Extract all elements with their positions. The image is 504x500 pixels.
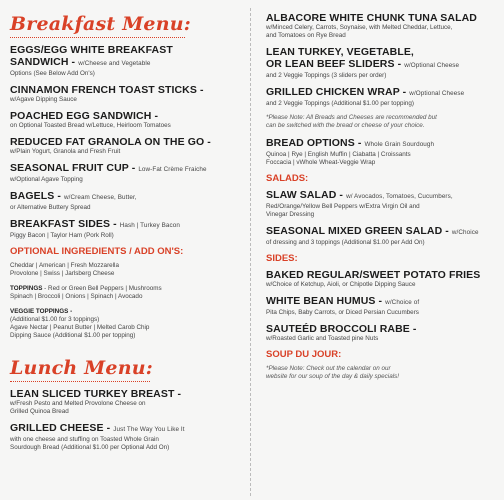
item-description: Options (See Below Add On's) xyxy=(10,70,95,77)
addons-section-title: OPTIONAL INGREDIENTS / ADD ON'S: xyxy=(10,246,184,257)
left-column xyxy=(10,0,245,458)
menu-item-slaw-salad xyxy=(266,189,498,219)
note-text: *Please Note: All Breads and Cheeses are recommended but xyxy=(266,114,437,121)
item-description: Vinegar Dressing xyxy=(266,211,315,218)
breakfast-menu-title: Breakfast Menu: xyxy=(10,13,191,35)
item-description: w/Choice of Ketchup, Aioli, or Chipotle Dipping Sauce xyxy=(266,281,416,288)
lunch-menu-title: Lunch Menu: xyxy=(10,357,153,379)
toppings-list: - Red or Green Bell Peppers | Mushrooms xyxy=(42,285,162,292)
menu-item-bread-options xyxy=(266,137,498,167)
menu-item-fruit-cup xyxy=(10,162,245,184)
item-description: and 2 Veggie Toppings (Additional $1.00 per topping) xyxy=(266,100,414,107)
item-name: OR LEAN BEEF SLIDERS - xyxy=(266,58,402,70)
item-description: w/Minced Celery, Carrots, Soynaise, with Melted Cheddar, Lettuce, xyxy=(266,24,453,31)
item-description: or Alternative Buttery Spread xyxy=(10,204,91,211)
menu-item-granola xyxy=(10,136,245,156)
item-description: w/Cheese and Vegetable xyxy=(78,60,151,67)
lunch-title-rule xyxy=(10,381,150,382)
menu-item-broccoli-rabe xyxy=(266,323,498,343)
menu-item-chicken-wrap xyxy=(266,86,498,108)
veggie-toppings-list: Agave Nectar | Peanut Butter | Melted Carob Chip xyxy=(10,324,150,331)
item-description: Low-Fat Crème Fraiche xyxy=(138,166,207,173)
note-text: website for our soup of the day & daily specials! xyxy=(266,373,400,380)
menu-item-poached-egg xyxy=(10,110,245,130)
veggie-toppings-list: (Additional $1.00 for 3 toppings) xyxy=(10,316,100,323)
item-name: SEASONAL MIXED GREEN SALAD - xyxy=(266,225,449,237)
item-description: Just The Way You Like It xyxy=(113,426,185,433)
item-name: SLAW SALAD - xyxy=(266,189,344,201)
menu-item-turkey-breast xyxy=(10,388,245,416)
item-description: w/Cream Cheese, Butter, xyxy=(64,194,137,201)
item-description: of dressing and 3 toppings (Additional $1.00 per Add On) xyxy=(266,239,425,246)
menu-item-mixed-green-salad xyxy=(266,225,498,247)
cheese-options xyxy=(10,262,245,278)
item-description: and Tomatoes on Rye Bread xyxy=(266,32,346,39)
item-name: WHITE BEAN HUMUS - xyxy=(266,295,383,307)
item-description: Red/Orange/Yellow Bell Peppers w/Extra Virgin Oil and xyxy=(266,203,420,210)
item-name: BAKED REGULAR/SWEET POTATO FRIES xyxy=(266,269,481,281)
item-name: SAUTEÉD BROCCOLI RABE - xyxy=(266,323,417,335)
veggie-toppings-label: VEGGIE TOPPINGS - xyxy=(10,308,73,315)
note-text: *Please Note: Check out the calendar on our xyxy=(266,365,391,372)
item-description: w/Choice xyxy=(451,229,479,236)
menu-item-fries xyxy=(266,269,498,289)
cheese-list: Provolone | Swiss | Jarlsberg Cheese xyxy=(10,270,115,277)
menu-item-bagels xyxy=(10,190,245,212)
right-column xyxy=(266,12,498,388)
cheese-list: Cheddar | American | Fresh Mozzarella xyxy=(10,262,119,269)
item-description: on Optional Toasted Bread w/Lettuce, Heirloom Tomatoes xyxy=(10,122,171,129)
note-text: can be switched with the bread or cheese of your choice. xyxy=(266,122,425,129)
soup-section-title: SOUP DU JOUR: xyxy=(266,349,342,360)
column-divider xyxy=(250,8,251,496)
item-name: SANDWICH - xyxy=(10,56,76,68)
breakfast-title-rule xyxy=(10,37,185,38)
item-name: BAGELS - xyxy=(10,190,61,202)
menu-item-egg-sandwich xyxy=(10,44,245,78)
item-name: POACHED EGG SANDWICH - xyxy=(10,110,159,122)
bread-cheese-note xyxy=(266,114,498,130)
item-description: Pita Chips, Baby Carrots, or Diced Persian Cucumbers xyxy=(266,309,419,316)
item-description: w/ Avocados, Tomatoes, Cucumbers, xyxy=(346,193,453,200)
item-name: ALBACORE WHITE CHUNK TUNA SALAD xyxy=(266,12,477,24)
menu-item-humus xyxy=(266,295,498,317)
veggie-topping-options xyxy=(10,308,245,340)
item-description: Whole Grain Sourdough xyxy=(364,141,435,148)
item-name: CINNAMON FRENCH TOAST STICKS - xyxy=(10,84,204,96)
item-name: LEAN TURKEY, VEGETABLE, xyxy=(266,46,414,58)
soup-note xyxy=(266,365,498,381)
item-name: GRILLED CHEESE - xyxy=(10,422,111,434)
sides-section-title: SIDES: xyxy=(266,253,298,264)
item-name: BREAKFAST SIDES - xyxy=(10,218,117,230)
item-description: w/Optional Cheese xyxy=(409,90,465,97)
item-description: w/Optional Agave Topping xyxy=(10,176,83,183)
item-description: Hash | Turkey Bacon xyxy=(119,222,180,229)
toppings-list: Spinach | Broccoli | Onions | Spinach | Avocado xyxy=(10,293,143,300)
item-description: Piggy Bacon | Taylor Ham (Pork Roll) xyxy=(10,232,114,239)
item-description: with one cheese and stuffing on Toasted Whole Grain xyxy=(10,436,159,443)
item-description: Quinoa | Rye | English Muffin | Ciabatta | Croissants xyxy=(266,151,411,158)
item-description: and 2 Veggie Toppings (3 sliders per order) xyxy=(266,72,387,79)
item-description: w/Choice of xyxy=(385,299,420,306)
item-name: EGGS/EGG WHITE BREAKFAST xyxy=(10,44,173,56)
item-name: GRILLED CHICKEN WRAP - xyxy=(266,86,407,98)
menu-item-french-toast xyxy=(10,84,245,104)
item-description: Grilled Quinoa Bread xyxy=(10,408,69,415)
item-name: BREAD OPTIONS - xyxy=(266,137,362,149)
menu-item-breakfast-sides xyxy=(10,218,245,240)
menu-item-grilled-cheese xyxy=(10,422,245,452)
item-description: Foccacia | vWhole Wheat-Veggie Wrap xyxy=(266,159,376,166)
item-name: LEAN SLICED TURKEY BREAST - xyxy=(10,388,182,400)
toppings-label: TOPPINGS xyxy=(10,285,43,292)
veggie-toppings-list: Dipping Sauce (Additional $1.00 per topping) xyxy=(10,332,136,339)
item-description: w/Plain Yogurt, Granola and Fresh Fruit xyxy=(10,148,121,155)
item-name: REDUCED FAT GRANOLA ON THE GO - xyxy=(10,136,211,148)
item-description: w/Agave Dipping Sauce xyxy=(10,96,77,103)
item-name: SEASONAL FRUIT CUP - xyxy=(10,162,136,174)
item-description: Sourdough Bread (Additional $1.00 per Optional Add On) xyxy=(10,444,170,451)
item-description: w/Fresh Pesto and Melted Provolone Cheese on xyxy=(10,400,146,407)
menu-item-tuna-salad xyxy=(266,12,498,40)
item-description: w/Roasted Garlic and Toasted pine Nuts xyxy=(266,335,379,342)
topping-options xyxy=(10,285,245,301)
item-description: w/Optional Cheese xyxy=(404,62,460,69)
salads-section-title: SALADS: xyxy=(266,173,309,184)
menu-item-sliders xyxy=(266,46,498,80)
